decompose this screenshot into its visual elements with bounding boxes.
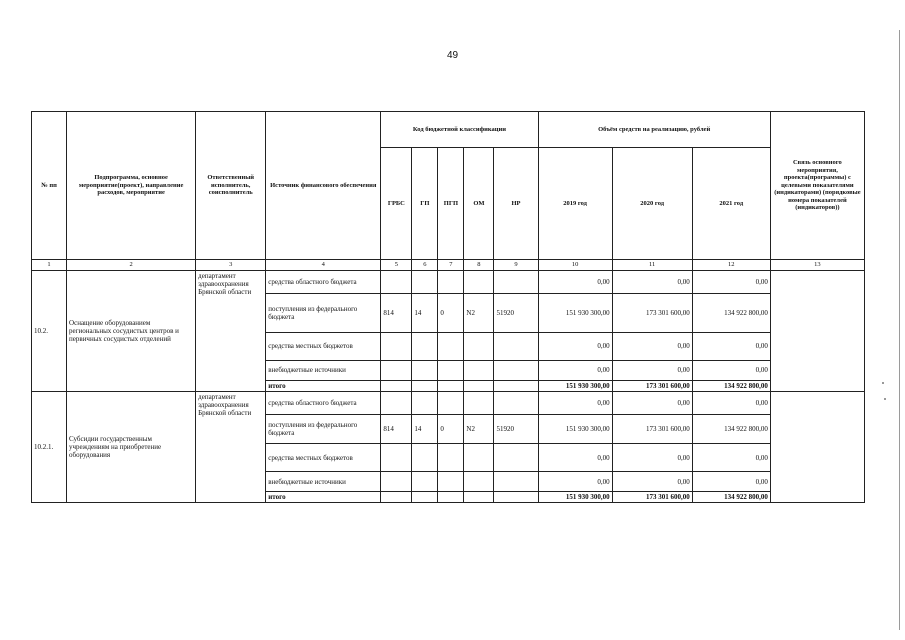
om-code (464, 492, 494, 503)
column-number: 11 (612, 260, 692, 271)
grbs-code (381, 271, 412, 294)
nr-code: 51920 (494, 415, 538, 444)
nr-code (494, 361, 538, 381)
scan-speck (882, 382, 884, 384)
amount-2021: 0,00 (692, 392, 770, 415)
amount-2019: 0,00 (538, 392, 612, 415)
grbs-code: 814 (381, 415, 412, 444)
total-2021: 134 922 800,00 (692, 492, 770, 503)
column-number: 2 (67, 260, 196, 271)
gp-code (412, 472, 438, 492)
header-gp: ГП (412, 148, 438, 260)
nr-code (494, 492, 538, 503)
amount-2021: 134 922 800,00 (692, 294, 770, 333)
funding-source-total: итого (266, 381, 381, 392)
column-number: 5 (381, 260, 412, 271)
gp-code (412, 381, 438, 392)
amount-2019: 151 930 300,00 (538, 415, 612, 444)
header-responsible: Ответственный исполнитель, соисполнитель (196, 112, 266, 260)
page-number: 49 (446, 50, 459, 61)
grbs-code (381, 361, 412, 381)
om-code (464, 333, 494, 361)
header-budget-classification: Код бюджетной классификации (381, 112, 538, 148)
amount-2021: 0,00 (692, 333, 770, 361)
om-code: N2 (464, 294, 494, 333)
om-code (464, 271, 494, 294)
nr-code (494, 444, 538, 472)
header-no: № пп (32, 112, 67, 260)
header-funds: Объём средств на реализацию, рублей (538, 112, 770, 148)
amount-2021: 0,00 (692, 271, 770, 294)
header-om: ОМ (464, 148, 494, 260)
om-code (464, 472, 494, 492)
amount-2021: 0,00 (692, 472, 770, 492)
amount-2020: 0,00 (612, 361, 692, 381)
column-number: 4 (266, 260, 381, 271)
amount-2019: 151 930 300,00 (538, 294, 612, 333)
amount-2019: 0,00 (538, 271, 612, 294)
column-number: 7 (438, 260, 464, 271)
amount-2019: 0,00 (538, 472, 612, 492)
om-code (464, 361, 494, 381)
amount-2020: 0,00 (612, 271, 692, 294)
pgp-code (438, 381, 464, 392)
table-row (32, 271, 865, 294)
responsible-executor: департамент здравоохранения Брянской области (196, 392, 266, 503)
amount-2021: 134 922 800,00 (692, 415, 770, 444)
amount-2020: 173 301 600,00 (612, 294, 692, 333)
amount-2020: 0,00 (612, 333, 692, 361)
pgp-code (438, 492, 464, 503)
pgp-code (438, 392, 464, 415)
row-number: 10.2.1. (32, 392, 67, 503)
nr-code (494, 472, 538, 492)
gp-code (412, 392, 438, 415)
om-code (464, 381, 494, 392)
gp-code (412, 333, 438, 361)
grbs-code (381, 492, 412, 503)
nr-code (494, 381, 538, 392)
pgp-code: 0 (438, 294, 464, 333)
om-code (464, 444, 494, 472)
grbs-code (381, 472, 412, 492)
amount-2019: 0,00 (538, 333, 612, 361)
amount-2020: 0,00 (612, 444, 692, 472)
amount-2020: 173 301 600,00 (612, 415, 692, 444)
amount-2021: 0,00 (692, 361, 770, 381)
gp-code (412, 492, 438, 503)
grbs-code (381, 392, 412, 415)
column-number: 9 (494, 260, 538, 271)
row-number: 10.2. (32, 271, 67, 392)
amount-2021: 0,00 (692, 444, 770, 472)
header-nr: НР (494, 148, 538, 260)
scan-speck (884, 398, 886, 400)
om-code: N2 (464, 415, 494, 444)
budget-table (31, 111, 865, 503)
column-number: 1 (32, 260, 67, 271)
program-name: Субсидии государственным учреждениям на приобретение оборудования (67, 392, 196, 503)
amount-2019: 0,00 (538, 361, 612, 381)
grbs-code (381, 333, 412, 361)
nr-code (494, 333, 538, 361)
funding-source: поступления из федерального бюджета (266, 294, 381, 333)
grbs-code (381, 381, 412, 392)
amount-2019: 0,00 (538, 444, 612, 472)
pgp-code (438, 472, 464, 492)
indicator-link (770, 392, 864, 503)
pgp-code (438, 333, 464, 361)
pgp-code (438, 361, 464, 381)
header-grbs: ГРБС (381, 148, 412, 260)
header-year-2019: 2019 год (538, 148, 612, 260)
amount-2020: 0,00 (612, 392, 692, 415)
column-number: 13 (770, 260, 864, 271)
nr-code: 51920 (494, 294, 538, 333)
nr-code (494, 392, 538, 415)
om-code (464, 392, 494, 415)
header-year-2021: 2021 год (692, 148, 770, 260)
pgp-code (438, 271, 464, 294)
table-row (32, 392, 865, 415)
gp-code: 14 (412, 294, 438, 333)
funding-source: средства областного бюджета (266, 392, 381, 415)
gp-code (412, 271, 438, 294)
gp-code (412, 361, 438, 381)
gp-code (412, 444, 438, 472)
funding-source: внебюджетные источники (266, 472, 381, 492)
column-number-row (32, 260, 865, 271)
header-program: Подпрограмма, основное мероприятие(проект), направление расходов, мероприятие (67, 112, 196, 260)
grbs-code: 814 (381, 294, 412, 333)
responsible-executor: департамент здравоохранения Брянской области (196, 271, 266, 392)
column-number: 8 (464, 260, 494, 271)
gp-code: 14 (412, 415, 438, 444)
funding-source: средства областного бюджета (266, 271, 381, 294)
scan-edge-line (899, 30, 900, 630)
total-2020: 173 301 600,00 (612, 492, 692, 503)
total-2021: 134 922 800,00 (692, 381, 770, 392)
funding-source: внебюджетные источники (266, 361, 381, 381)
nr-code (494, 271, 538, 294)
column-number: 10 (538, 260, 612, 271)
header-indicator-link: Связь основного мероприятия, проекта(программы) с целевыми показателями (индикаторами) (порядковые номера показателей (индикаторов)) (770, 112, 864, 260)
funding-source-total: итого (266, 492, 381, 503)
total-2019: 151 930 300,00 (538, 381, 612, 392)
header-pgp: ПГП (438, 148, 464, 260)
grbs-code (381, 444, 412, 472)
column-number: 3 (196, 260, 266, 271)
amount-2020: 0,00 (612, 472, 692, 492)
column-number: 6 (412, 260, 438, 271)
column-number: 12 (692, 260, 770, 271)
indicator-link (770, 271, 864, 392)
total-2019: 151 930 300,00 (538, 492, 612, 503)
funding-source: поступления из федерального бюджета (266, 415, 381, 444)
funding-source: средства местных бюджетов (266, 333, 381, 361)
header-source: Источник финансового обеспечения (266, 112, 381, 260)
total-2020: 173 301 600,00 (612, 381, 692, 392)
header-year-2020: 2020 год (612, 148, 692, 260)
funding-source: средства местных бюджетов (266, 444, 381, 472)
pgp-code: 0 (438, 415, 464, 444)
pgp-code (438, 444, 464, 472)
program-name: Оснащение оборудованием региональных сосудистых центров и первичных сосудистых отделений (67, 271, 196, 392)
